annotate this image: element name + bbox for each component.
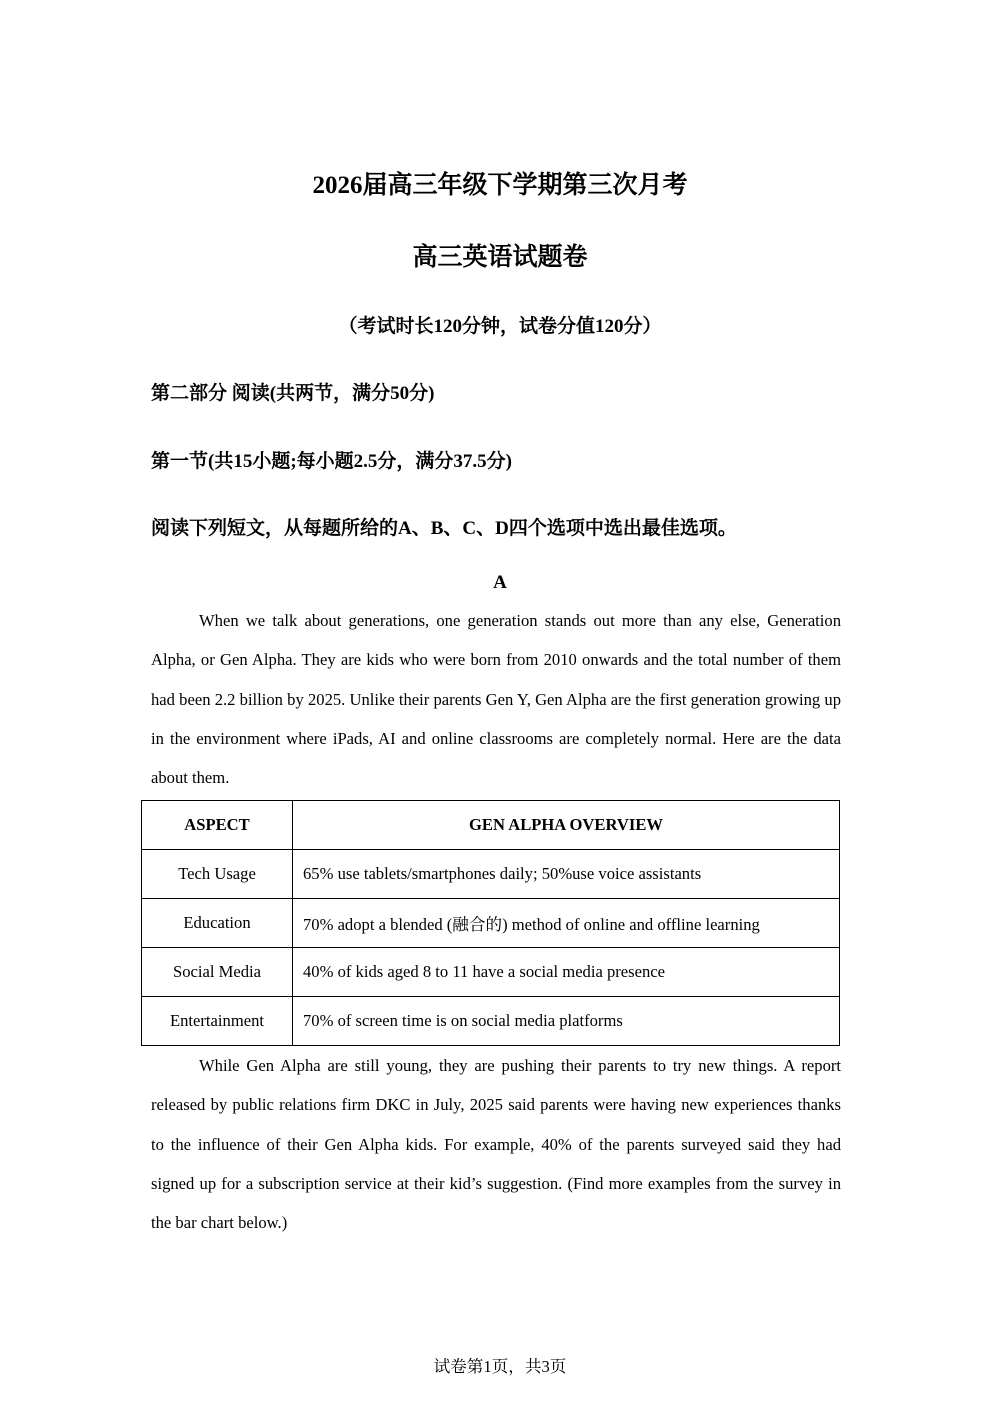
part-heading: 第二部分 阅读(共两节，满分50分)	[151, 383, 435, 404]
table-cell-aspect: Social Media	[142, 948, 293, 997]
page-footer: 试卷第1页，共3页	[433, 1357, 567, 1376]
table-cell-aspect: Tech Usage	[142, 850, 293, 899]
passage-letter: A	[493, 572, 507, 593]
table-cell-overview: 40% of kids aged 8 to 11 have a social media presence	[293, 948, 840, 997]
table-cell-overview: 70% adopt a blended (融合的) method of online and offline learning	[293, 899, 840, 948]
gen-alpha-data-table	[141, 800, 840, 1046]
table-header-aspect: ASPECT	[142, 801, 293, 850]
table-cell-aspect: Entertainment	[142, 997, 293, 1046]
exam-subject-title: 高三英语试题卷	[412, 244, 588, 271]
instruction-text: 阅读下列短文，从每题所给的A、B、C、D四个选项中选出最佳选项。	[151, 518, 737, 539]
passage-paragraph-2: While Gen Alpha are still young, they are pushing their parents to try new things. A report released by public relations firm DKC in July, 2025 said parents were having new experiences thanks to the influence of their Gen Alpha kids. For example, 40% of the parents surveyed said they had signed up for a subscription service at their kid’s suggestion. (Find more examples from the survey in the bar chart below.)	[151, 1056, 841, 1233]
passage-paragraph-1: When we talk about generations, one generation stands out more than any else, Generation Alpha, or Gen Alpha. They are kids who were born from 2010 onwards and the total number of them had been 2.2 billion by 2025. Unlike their parents Gen Y, Gen Alpha are the first generation growing up in the environment where iPads, AI and online classrooms are completely normal. Here are the data about them.	[151, 611, 841, 788]
table-row	[142, 899, 840, 948]
table-header-row	[142, 801, 840, 850]
table-header-overview: GEN ALPHA OVERVIEW	[293, 801, 840, 850]
table-row	[142, 997, 840, 1046]
table-cell-overview: 70% of screen time is on social media platforms	[293, 997, 840, 1046]
table-cell-overview: 65% use tablets/smartphones daily; 50%use voice assistants	[293, 850, 840, 899]
exam-info: （考试时长120分钟，试卷分值120分）	[338, 316, 662, 337]
table-row	[142, 948, 840, 997]
table-cell-aspect: Education	[142, 899, 293, 948]
table-row	[142, 850, 840, 899]
subsection-heading: 第一节(共15小题;每小题2.5分，满分37.5分)	[151, 451, 512, 472]
exam-title: 2026届高三年级下学期第三次月考	[312, 172, 688, 199]
